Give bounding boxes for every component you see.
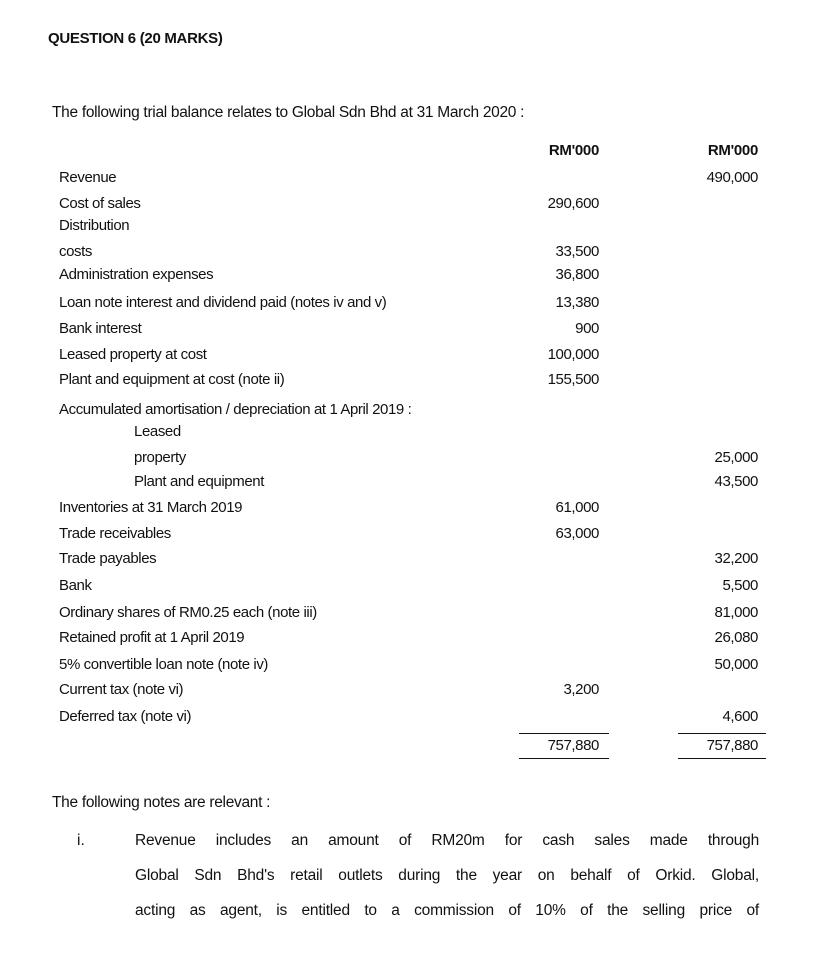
tb-row-label: Revenue: [59, 169, 117, 186]
tb-row-credit: 43,500: [714, 473, 758, 490]
tb-row-debit: 33,500: [555, 243, 599, 260]
tb-row-credit: 32,200: [714, 550, 758, 567]
tb-row-debit: 36,800: [555, 266, 599, 283]
total-bottom-rule-credit: [678, 758, 766, 759]
tb-row-debit: 290,600: [547, 195, 599, 212]
note-number: i.: [77, 832, 85, 849]
question-heading: QUESTION 6 (20 MARKS): [48, 30, 223, 47]
tb-row-credit: 26,080: [714, 629, 758, 646]
total-top-rule-debit: [519, 733, 609, 734]
tb-row-label: Bank: [59, 577, 92, 594]
tb-row-credit: 490,000: [706, 169, 758, 186]
tb-row-debit: 61,000: [555, 499, 599, 516]
notes-heading: The following notes are relevant :: [52, 794, 271, 811]
total-bottom-rule-debit: [519, 758, 609, 759]
note-text-line: acting as agent, is entitled to a commission of 10% of the selling price of: [135, 902, 759, 919]
tb-row-credit: 25,000: [714, 449, 758, 466]
tb-row-label: Leased: [134, 423, 181, 440]
tb-row-label: Ordinary shares of RM0.25 each (note iii): [59, 604, 317, 621]
credit-column-header: RM'000: [707, 142, 758, 159]
tb-row-debit: 100,000: [547, 346, 599, 363]
note-text-line: Revenue includes an amount of RM20m for cash sales made through: [135, 832, 759, 849]
tb-row-label: property: [134, 449, 186, 466]
tb-row-debit: 3,200: [563, 681, 599, 698]
tb-row-label: Trade payables: [59, 550, 157, 567]
tb-row-debit: 13,380: [555, 294, 599, 311]
tb-row-label: Bank interest: [59, 320, 142, 337]
tb-row-label: Plant and equipment: [134, 473, 265, 490]
tb-row-label: Inventories at 31 March 2019: [59, 499, 243, 516]
total-top-rule-credit: [678, 733, 766, 734]
tb-row-label: 5% convertible loan note (note iv): [59, 656, 269, 673]
tb-row-label: Trade receivables: [59, 525, 171, 542]
tb-row-label: Retained profit at 1 April 2019: [59, 629, 245, 646]
tb-row-label: costs: [59, 243, 93, 260]
total-debit: 757,880: [547, 737, 599, 754]
tb-row-label: Deferred tax (note vi): [59, 708, 192, 725]
total-credit: 757,880: [706, 737, 758, 754]
tb-row-label: Administration expenses: [59, 266, 214, 283]
tb-row-debit: 155,500: [547, 371, 599, 388]
debit-column-header: RM'000: [548, 142, 599, 159]
tb-row-credit: 50,000: [714, 656, 758, 673]
tb-row-label: Loan note interest and dividend paid (notes iv and v): [59, 294, 387, 311]
tb-row-credit: 81,000: [714, 604, 758, 621]
tb-row-label: Accumulated amortisation / depreciation at 1 April 2019 :: [59, 401, 412, 418]
tb-row-credit: 4,600: [722, 708, 758, 725]
tb-row-label: Current tax (note vi): [59, 681, 184, 698]
tb-row-label: Plant and equipment at cost (note ii): [59, 371, 285, 388]
tb-row-label: Distribution: [59, 217, 130, 234]
tb-row-debit: 900: [575, 320, 599, 337]
tb-row-credit: 5,500: [722, 577, 758, 594]
tb-row-label: Cost of sales: [59, 195, 141, 212]
tb-row-label: Leased property at cost: [59, 346, 207, 363]
tb-row-debit: 63,000: [555, 525, 599, 542]
intro-text: The following trial balance relates to Global Sdn Bhd at 31 March 2020 :: [52, 104, 525, 121]
note-text-line: Global Sdn Bhd's retail outlets during the year on behalf of Orkid. Global,: [135, 867, 759, 884]
